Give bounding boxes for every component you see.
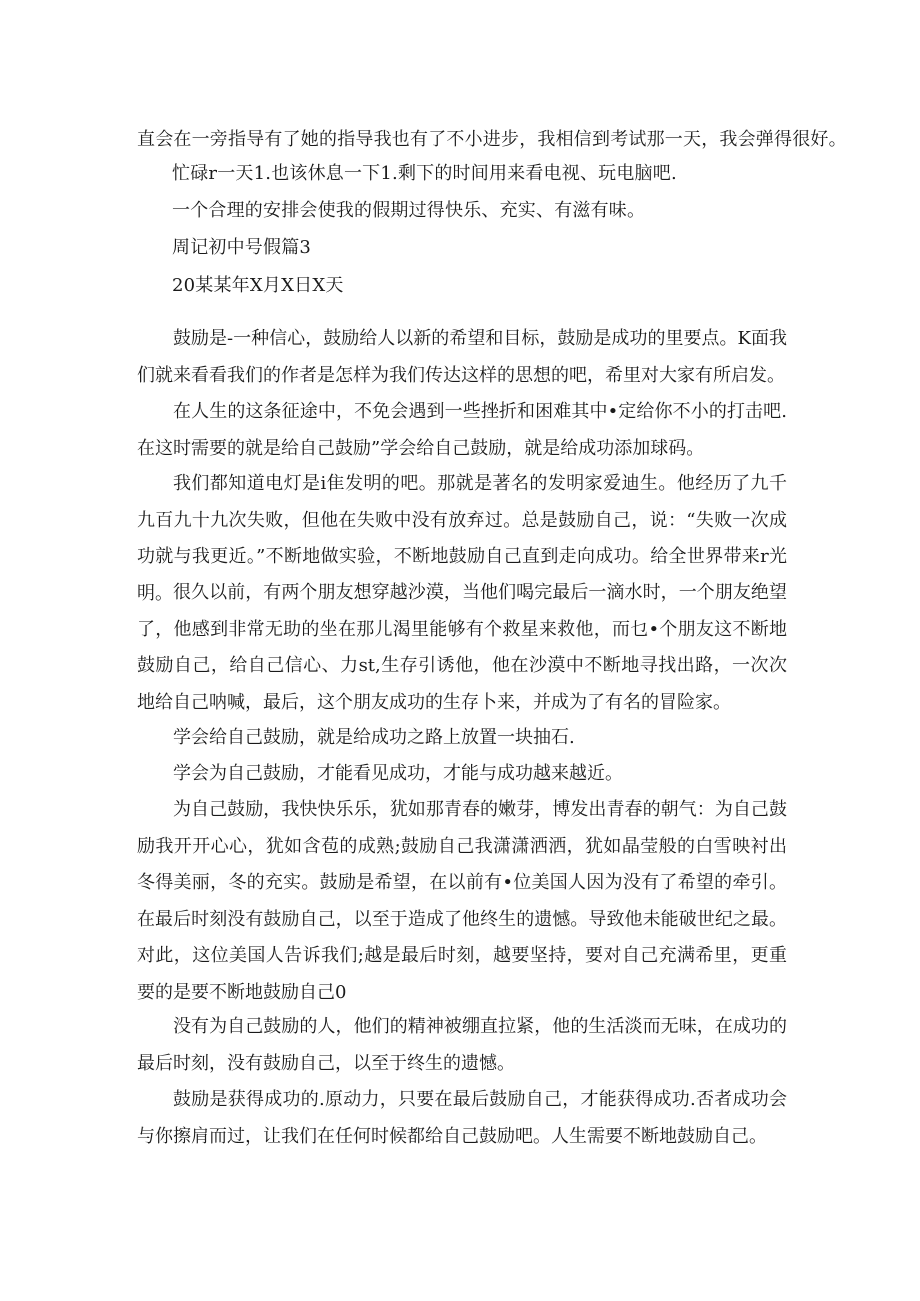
intro-line-1: 直会在一旁指导有了她的指导我也有了不小进步，我相信到考试那一天，我会弹得很好。 — [137, 129, 847, 150]
paragraph-9: 鼓励是获得成功的.原动力，只要在最后鼓励自己，才能获得成功.否者成功会与你擦肩而过，让我们在任何时候都给自己鼓励吧。人生需要不断地鼓励自己。 — [137, 1089, 787, 1147]
date-line: 20某某年X月X日X天 — [172, 275, 344, 296]
intro-line-3: 一个合理的安排会使我的假期过得快乐、充实、有滋有味。 — [172, 200, 646, 221]
paragraph-7: 为自己鼓励，我快快乐乐，犹如那青春的嫩芽，博发出青春的朝气：为自己鼓励我开开心心，犹如含苞的成熟;鼓励自己我潇潇洒洒，犹如晶莹般的白雪映衬出冬得美丽，冬的充实。鼓励是希望，在以前有•位美国人因为没有了希望的牵引。在最后时刻没有鼓励自己，以至于造成了他终生的遗憾。导致他未能破世纪之最。对此，这位美国人告诉我们;越是最后时刻，越要坚持，要对自己充满希里，更重要的是要不断地鼓励自己0 — [137, 799, 787, 1003]
intro-line-2: 忙碌r一天1.也该休息一下1.剩下的时间用来看电视、玩电脑吧. — [172, 163, 677, 184]
paragraph-1: 鼓励是-一种信心，鼓励给人以新的希望和目标，鼓励是成功的里要点。K面我们就来看看我们的作者是怎样为我们传达这样的思想的吧，希里对大家有所启发。 — [137, 328, 787, 386]
paragraph-5: 学会给自己鼓励，就是给成功之路上放置一块抽石. — [173, 727, 575, 748]
paragraph-3: 我们都知道电灯是i隹发明的吧。那就是著名的发明家爱迪生。他经历了九千九百九十九次失败，但他在失败中没有放弃过。总是鼓励自己，说：“失败一次成功就与我更近。”不断地做实验，不断地鼓励自己直到走向成功。给全世界带来r光明。 — [137, 473, 787, 604]
paragraph-6: 学会为自己鼓励，才能看见成功，才能与成功越来越近。 — [173, 763, 623, 784]
paragraph-4: 很久以前，有两个朋友想穿越沙漠，当他们喝完最后一滴水时，一个朋友绝望了，他感到非常无助的坐在那儿渴里能够有个救星来救他，而乜•个朋友这不断地鼓励自己，给自己信心、力st,生存引诱他，他在沙漠中不断地寻找出路，一次次地给自己呐喊，最后，这个朋友成功的生存卜来，并成为了有名的冒险家。 — [137, 582, 787, 713]
section-title: 周记初中号假篇3 — [172, 237, 312, 258]
paragraph-8: 没有为自己鼓励的人，他们的精神被绷直拉紧，他的生活淡而无味，在成功的最后时刻，没有鼓励自己，以至于终生的遗憾。 — [137, 1016, 787, 1074]
paragraph-2: 在人生的这条征途中，不免会遇到一些挫折和困难其中•定给你不小的打击吧.在这时需要的就是给自己鼓励”学会给自己鼓励，就是给成功添加球码。 — [137, 401, 787, 459]
